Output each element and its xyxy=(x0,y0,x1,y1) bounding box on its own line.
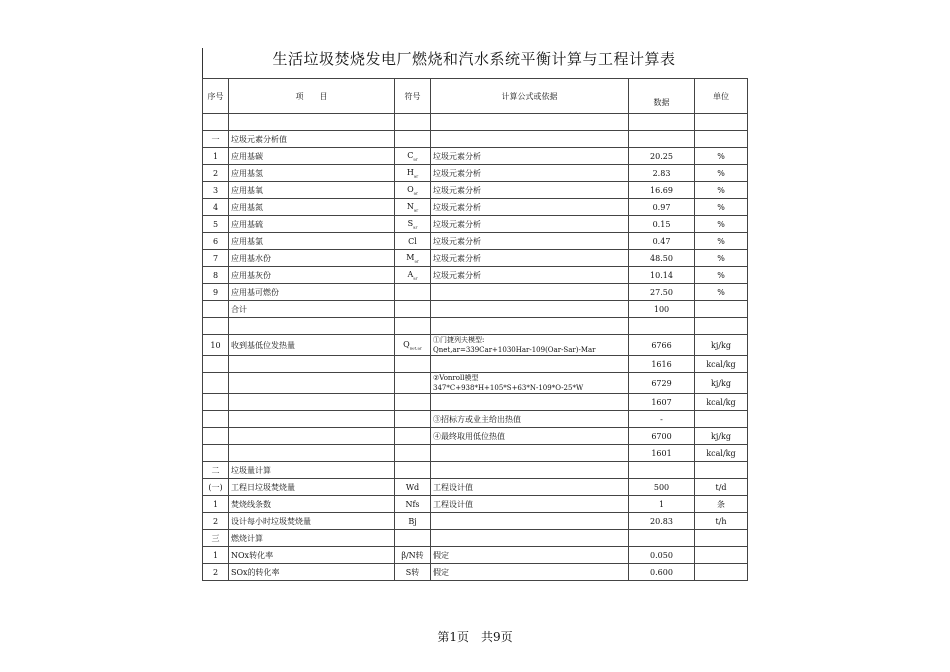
row-value: 1607 xyxy=(629,394,695,411)
row-value xyxy=(629,318,695,335)
table-row xyxy=(203,513,748,530)
table-row xyxy=(203,530,748,547)
row-unit: % xyxy=(695,165,748,182)
header-row xyxy=(203,79,748,114)
row-symbol xyxy=(395,233,431,250)
table-row xyxy=(203,199,748,216)
row-number: 2 xyxy=(203,564,229,581)
row-unit: t/h xyxy=(695,513,748,530)
row-number xyxy=(203,445,229,462)
row-unit: kj/kg xyxy=(695,335,748,356)
row-unit xyxy=(695,564,748,581)
row-value: 0.97 xyxy=(629,199,695,216)
row-value: 0.47 xyxy=(629,233,695,250)
symbol-text: Q xyxy=(403,339,410,349)
table-row xyxy=(203,284,748,301)
row-item xyxy=(229,318,395,335)
row-item: 焚烧线条数 xyxy=(229,496,395,513)
row-item xyxy=(229,394,395,411)
row-value: 2.83 xyxy=(629,165,695,182)
row-number: 1 xyxy=(203,496,229,513)
row-item xyxy=(229,114,395,131)
row-unit: kcal/kg xyxy=(695,445,748,462)
row-item: 应用基硫 xyxy=(229,216,395,233)
row-number: 6 xyxy=(203,233,229,250)
row-unit xyxy=(695,547,748,564)
row-item: 垃圾元素分析值 xyxy=(229,131,395,148)
row-symbol xyxy=(395,564,431,581)
row-item: 应用基氯 xyxy=(229,233,395,250)
row-value: 6766 xyxy=(629,335,695,356)
row-value: 1616 xyxy=(629,356,695,373)
row-item: 设计每小时垃圾焚烧量 xyxy=(229,513,395,530)
table-row xyxy=(203,148,748,165)
row-item: 应用基灰份 xyxy=(229,267,395,284)
row-formula xyxy=(431,284,629,301)
row-item: 应用基碳 xyxy=(229,148,395,165)
row-symbol xyxy=(395,114,431,131)
row-unit: % xyxy=(695,250,748,267)
row-unit: % xyxy=(695,199,748,216)
row-value xyxy=(629,530,695,547)
table-row xyxy=(203,373,748,394)
table-row xyxy=(203,428,748,445)
row-item xyxy=(229,356,395,373)
row-symbol xyxy=(395,445,431,462)
row-item: 合计 xyxy=(229,301,395,318)
row-number xyxy=(203,373,229,394)
symbol-text: Wd xyxy=(405,482,420,492)
row-unit: % xyxy=(695,148,748,165)
row-symbol xyxy=(395,530,431,547)
symbol-text: Nfs xyxy=(405,499,420,509)
row-symbol xyxy=(395,394,431,411)
table-row xyxy=(203,335,748,356)
row-number: 二 xyxy=(203,462,229,479)
row-value: 6700 xyxy=(629,428,695,445)
header-no: 序号 xyxy=(203,79,229,114)
row-symbol xyxy=(395,182,431,199)
row-item: 燃烧计算 xyxy=(229,530,395,547)
row-number: 一 xyxy=(203,131,229,148)
row-value xyxy=(629,131,695,148)
row-value: 500 xyxy=(629,479,695,496)
symbol-subscript: ar xyxy=(413,190,418,196)
row-symbol xyxy=(395,148,431,165)
table-row xyxy=(203,394,748,411)
row-unit xyxy=(695,530,748,547)
row-item: 垃圾量计算 xyxy=(229,462,395,479)
row-formula: 工程设计值 xyxy=(431,496,629,513)
row-unit: % xyxy=(695,182,748,199)
row-symbol xyxy=(395,165,431,182)
table-row xyxy=(203,318,748,335)
row-symbol xyxy=(395,496,431,513)
row-value: 10.14 xyxy=(629,267,695,284)
symbol-text: O xyxy=(407,184,414,194)
header-unit: 单位 xyxy=(695,79,748,114)
page-footer: 第1页 共9页 xyxy=(437,630,513,644)
row-symbol xyxy=(395,131,431,148)
symbol-subscript: net,ar xyxy=(409,345,422,351)
row-formula xyxy=(431,373,629,394)
row-symbol xyxy=(395,513,431,530)
row-number xyxy=(203,411,229,428)
row-number: 3 xyxy=(203,182,229,199)
table-row xyxy=(203,216,748,233)
row-number: 7 xyxy=(203,250,229,267)
table-row xyxy=(203,131,748,148)
table-row xyxy=(203,479,748,496)
row-unit: % xyxy=(695,284,748,301)
symbol-text: Bj xyxy=(408,516,417,526)
row-item: 工程日垃圾焚烧量 xyxy=(229,479,395,496)
row-formula: ③招标方或业主给出热值 xyxy=(431,411,629,428)
symbol-text: β/N转 xyxy=(401,550,424,560)
table-row xyxy=(203,462,748,479)
row-number xyxy=(203,114,229,131)
row-item: 收到基低位发热量 xyxy=(229,335,395,356)
row-unit: kj/kg xyxy=(695,428,748,445)
row-symbol xyxy=(395,318,431,335)
formula-title: ②Vonroll模型 xyxy=(433,374,479,382)
row-formula: 垃圾元素分析 xyxy=(431,182,629,199)
row-item: 应用基氢 xyxy=(229,165,395,182)
row-symbol xyxy=(395,462,431,479)
formula-title: ①门捷列夫模型: xyxy=(433,336,485,344)
row-value: 0.050 xyxy=(629,547,695,564)
row-unit xyxy=(695,462,748,479)
row-value: 100 xyxy=(629,301,695,318)
row-number: 1 xyxy=(203,547,229,564)
row-value: 16.69 xyxy=(629,182,695,199)
row-value: 27.50 xyxy=(629,284,695,301)
row-item xyxy=(229,411,395,428)
row-formula xyxy=(431,318,629,335)
row-unit xyxy=(695,114,748,131)
row-symbol xyxy=(395,411,431,428)
row-item xyxy=(229,373,395,394)
row-item: 应用基水份 xyxy=(229,250,395,267)
row-symbol xyxy=(395,428,431,445)
row-symbol xyxy=(395,547,431,564)
row-number xyxy=(203,356,229,373)
row-formula xyxy=(431,394,629,411)
row-item: 应用基氧 xyxy=(229,182,395,199)
table-row xyxy=(203,165,748,182)
symbol-text: C xyxy=(407,150,414,160)
header-formula: 计算公式或依据 xyxy=(431,79,629,114)
row-symbol xyxy=(395,301,431,318)
symbol-text: A xyxy=(407,269,414,279)
sheet-title: 生活垃圾焚烧发电厂燃烧和汽水系统平衡计算与工程计算表 xyxy=(272,50,676,68)
row-value: 1601 xyxy=(629,445,695,462)
row-value: 48.50 xyxy=(629,250,695,267)
row-number: 4 xyxy=(203,199,229,216)
row-symbol xyxy=(395,267,431,284)
table-row xyxy=(203,267,748,284)
row-unit: % xyxy=(695,267,748,284)
symbol-subscript: ar xyxy=(413,207,419,213)
row-formula: ④最终取用低位热值 xyxy=(431,428,629,445)
formula-expression: 347*C+938*H+105*S+63*N-109*O-25*W xyxy=(433,384,584,392)
row-unit: t/d xyxy=(695,479,748,496)
row-value: - xyxy=(629,411,695,428)
symbol-subscript: ar xyxy=(414,258,419,264)
row-symbol xyxy=(395,356,431,373)
row-number: 9 xyxy=(203,284,229,301)
row-formula: 垃圾元素分析 xyxy=(431,267,629,284)
row-number xyxy=(203,394,229,411)
table-row xyxy=(203,564,748,581)
row-unit xyxy=(695,301,748,318)
row-formula xyxy=(431,301,629,318)
row-unit: % xyxy=(695,233,748,250)
row-number: 2 xyxy=(203,513,229,530)
table-row xyxy=(203,411,748,428)
row-number: 1 xyxy=(203,148,229,165)
table-row xyxy=(203,182,748,199)
row-unit: % xyxy=(695,216,748,233)
row-number xyxy=(203,301,229,318)
symbol-subscript: ar xyxy=(413,275,418,281)
table-row xyxy=(203,114,748,131)
row-formula xyxy=(431,114,629,131)
symbol-text: S xyxy=(407,218,414,228)
row-unit: 条 xyxy=(695,496,748,513)
header-symbol: 符号 xyxy=(395,79,431,114)
row-formula: 垃圾元素分析 xyxy=(431,165,629,182)
row-unit: kj/kg xyxy=(695,373,748,394)
row-unit xyxy=(695,318,748,335)
row-value: 20.83 xyxy=(629,513,695,530)
row-symbol xyxy=(395,284,431,301)
symbol-text: S转 xyxy=(405,567,420,577)
row-formula xyxy=(431,131,629,148)
row-symbol xyxy=(395,479,431,496)
symbol-subscript: ar xyxy=(413,173,419,179)
table-row xyxy=(203,233,748,250)
row-unit xyxy=(695,411,748,428)
symbol-text: Cl xyxy=(408,236,417,246)
table-row xyxy=(203,445,748,462)
row-unit: kcal/kg xyxy=(695,394,748,411)
row-number: 2 xyxy=(203,165,229,182)
symbol-subscript: ar xyxy=(413,224,418,230)
table-row xyxy=(203,250,748,267)
row-item: SOx的转化率 xyxy=(229,564,395,581)
row-value: 20.25 xyxy=(629,148,695,165)
row-unit: kcal/kg xyxy=(695,356,748,373)
row-value xyxy=(629,462,695,479)
row-formula: 假定 xyxy=(431,547,629,564)
row-formula: 垃圾元素分析 xyxy=(431,250,629,267)
row-number: 10 xyxy=(203,335,229,356)
table-row xyxy=(203,356,748,373)
row-item xyxy=(229,445,395,462)
row-value: 0.15 xyxy=(629,216,695,233)
row-formula: 垃圾元素分析 xyxy=(431,233,629,250)
row-number: 5 xyxy=(203,216,229,233)
row-formula xyxy=(431,335,629,356)
table-row xyxy=(203,496,748,513)
row-formula: 垃圾元素分析 xyxy=(431,216,629,233)
row-formula xyxy=(431,530,629,547)
table-row xyxy=(203,301,748,318)
row-symbol xyxy=(395,335,431,356)
row-value: 6729 xyxy=(629,373,695,394)
row-value: 1 xyxy=(629,496,695,513)
row-formula: 假定 xyxy=(431,564,629,581)
row-number: (一) xyxy=(203,479,229,496)
calculation-table xyxy=(202,78,748,581)
row-formula xyxy=(431,445,629,462)
row-item: 应用基氮 xyxy=(229,199,395,216)
row-symbol xyxy=(395,373,431,394)
row-formula xyxy=(431,513,629,530)
formula-expression: Qnet,ar=339Car+1030Har-109(Oar-Sar)-Mar xyxy=(433,346,596,354)
row-number xyxy=(203,318,229,335)
row-symbol xyxy=(395,216,431,233)
row-number: 8 xyxy=(203,267,229,284)
symbol-subscript: ar xyxy=(413,156,418,162)
row-number: 三 xyxy=(203,530,229,547)
row-value: 0.600 xyxy=(629,564,695,581)
header-item: 项 目 xyxy=(229,79,395,114)
row-number xyxy=(203,428,229,445)
row-value xyxy=(629,114,695,131)
symbol-text: N xyxy=(406,201,414,211)
row-symbol xyxy=(395,199,431,216)
row-formula xyxy=(431,356,629,373)
header-value: 数据 xyxy=(629,79,695,114)
symbol-text: H xyxy=(406,167,414,177)
row-symbol xyxy=(395,250,431,267)
table-row xyxy=(203,547,748,564)
symbol-text: M xyxy=(406,252,415,262)
row-item: 应用基可燃份 xyxy=(229,284,395,301)
row-formula: 垃圾元素分析 xyxy=(431,148,629,165)
row-formula: 垃圾元素分析 xyxy=(431,199,629,216)
row-formula: 工程设计值 xyxy=(431,479,629,496)
row-item: NOx转化率 xyxy=(229,547,395,564)
row-unit xyxy=(695,131,748,148)
row-formula xyxy=(431,462,629,479)
row-item xyxy=(229,428,395,445)
